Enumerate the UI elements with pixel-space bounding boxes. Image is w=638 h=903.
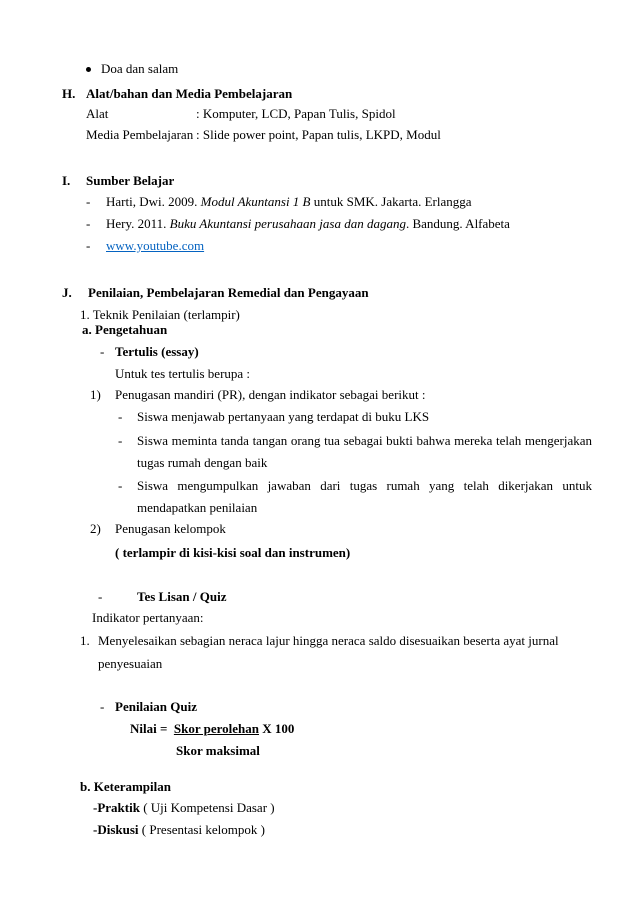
p1-item-3-cont: mendapatkan penilaian [137,500,258,515]
bullet-icon [86,67,91,72]
youtube-link[interactable]: www.youtube.com [106,238,205,253]
section-j-title: Penilaian, Pembelajaran Remedial dan Pengayaan [88,285,369,300]
praktik-desc: ( Uji Kompetensi Dasar ) [139,800,275,815]
indikator-1-cont: penyesuaian [98,656,163,671]
tes-lisan-title: Tes Lisan / Quiz [137,589,227,604]
diskusi-desc: ( Presentasi kelompok ) [138,822,265,837]
nilai-label: Nilai = [130,721,168,736]
reference-2-title: Buku Akuntansi perusahaan jasa dan dagang [169,216,406,231]
teknik-penilaian: 1. Teknik Penilaian (terlampir) [80,307,240,322]
alat-value: : Komputer, LCD, Papan Tulis, Spidol [196,106,396,121]
reference-1-suffix: untuk SMK. Jakarta. Erlangga [310,194,472,209]
dash-marker: - [100,699,105,714]
diskusi-label: -Diskusi [93,822,139,837]
diskusi-line [93,822,265,838]
tertulis-desc: Untuk tes tertulis berupa : [115,366,251,381]
reference-1 [106,194,472,210]
reference-3 [106,238,204,254]
dash-marker: - [98,589,103,604]
penugasan-2-text: Penugasan kelompok [115,521,226,536]
penugasan-2-number: 2) [90,521,101,536]
p1-item-2: Siswa meminta tanda tangan orang tua sebagai bukti bahwa mereka telah mengerjakan [137,433,592,448]
nilai-numerator: Skor perolehan [173,721,260,736]
penugasan-1-text: Penugasan mandiri (PR), dengan indikator sebagai berikut : [115,387,426,402]
p1-item-2-cont: tugas rumah dengan baik [137,455,268,470]
dash-marker: - [118,433,123,448]
indikator-label: Indikator pertanyaan: [92,610,204,625]
reference-1-prefix: Harti, Dwi. 2009. [106,194,201,209]
praktik-label: -Praktik [93,800,140,815]
reference-2-prefix: Hery. 2011. [106,216,170,231]
alat-label: Alat [86,106,109,121]
penugasan-1-number: 1) [90,387,101,402]
reference-2-suffix: . Bandung. Alfabeta [405,216,510,231]
dash-marker: - [86,194,91,209]
closing-text: Doa dan salam [101,61,179,76]
media-label: Media Pembelajaran [86,127,194,142]
keterampilan-title: b. Keterampilan [80,779,171,794]
praktik-line [93,800,275,816]
section-i-label: I. [62,173,71,188]
dash-marker: - [100,344,105,359]
dash-marker: - [86,216,91,231]
nilai-denominator: Skor maksimal [176,743,260,758]
p1-item-3: Siswa mengumpulkan jawaban dari tugas rumah yang telah dikerjakan untuk [137,478,592,493]
section-h-title: Alat/bahan dan Media Pembelajaran [86,86,293,101]
media-value: : Slide power point, Papan tulis, LKPD, Modul [196,127,441,142]
reference-1-title: Modul Akuntansi 1 B [200,194,311,209]
section-j-label: J. [62,285,72,300]
closing-bullet-item [86,61,178,77]
tertulis-title: Tertulis (essay) [115,344,199,359]
section-i-title: Sumber Belajar [86,173,175,188]
dash-marker: - [118,478,123,493]
dash-marker: - [86,238,91,253]
quiz-title: Penilaian Quiz [115,699,197,714]
pengetahuan-title: a. Pengetahuan [82,322,168,337]
penugasan-2-note: ( terlampir di kisi-kisi soal dan instrumen) [115,545,351,560]
nilai-formula [130,721,294,737]
indikator-1-number: 1. [80,633,90,648]
p1-item-1: Siswa menjawab pertanyaan yang terdapat di buku LKS [137,409,430,424]
nilai-multiplier: X 100 [259,721,295,736]
section-h-label: H. [62,86,76,101]
dash-marker: - [118,409,123,424]
reference-2 [106,216,510,232]
indikator-1-text: Menyelesaikan sebagian neraca lajur hingga neraca saldo disesuaikan beserta ayat jurnal [98,633,559,648]
